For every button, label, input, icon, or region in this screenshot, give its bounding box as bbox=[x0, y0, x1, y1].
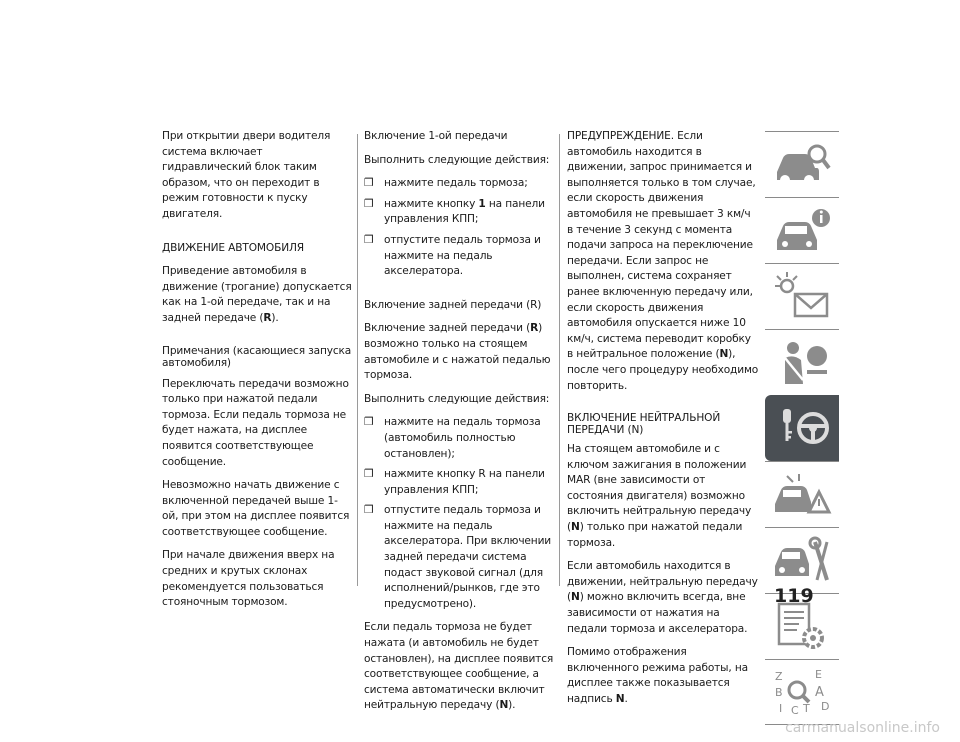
index-letter: T bbox=[803, 702, 810, 715]
tab-vehicle-info[interactable] bbox=[765, 197, 839, 263]
column-1 bbox=[162, 129, 354, 619]
paragraph-brake-not-pressed: Если педаль тормоза не будет нажата (и автомобиль не будет остановлен), на дисплее появится соответствующее сообщение, а система автоматически включит нейтральную передачу (N). bbox=[364, 621, 554, 712]
warning-light-message-icon bbox=[771, 270, 833, 324]
paragraph-neutral-moving: Если автомобиль находится в движении, нейтральную передачу (N) можно включить всегда, вне зависимости от нажатия на педали тормоза и акселератора. bbox=[567, 560, 758, 635]
checkbox-bullet-icon: ❒ bbox=[364, 504, 374, 517]
paragraph-steps-intro: Выполнить следующие действия: bbox=[364, 153, 550, 166]
index-letter: D bbox=[821, 700, 830, 713]
list-item: ❒ нажмите кнопку 1 на панели управления КПП; bbox=[364, 197, 545, 226]
tab-alphabetical-index[interactable] bbox=[765, 659, 839, 725]
chapter-tabs bbox=[765, 131, 839, 725]
tab-maintenance[interactable] bbox=[765, 527, 839, 593]
paragraph-steps-intro-2: Выполнить следующие действия: bbox=[364, 392, 550, 405]
paragraph-warning: ПРЕДУПРЕЖДЕНИЕ. Если автомобиль находится в движении, запрос принимается и выполняется только в том случае, если скорость движения автомобиля не превышает 3 км/ч в течение 3 секунд с момента подачи запроса на переключение передачи. Если запрос не выполнен, система сохраняет ранее включенную передачу или, если скорость движения автомобиля опускается ниже 10 км/ч, система переводит коробку в нейтральное положение (N), после чего процедуру необходимо повторить. bbox=[567, 130, 759, 392]
watermark: carmanualsonline.info bbox=[785, 720, 940, 736]
alphabetical-index-icon bbox=[771, 666, 833, 720]
paragraph-brake-required: Переключать передачи возможно только при нажатой педали тормоза. Если педаль тормоза не будет нажата, на дисплее появится соответствующее сообщение. bbox=[162, 377, 349, 468]
column-divider-2 bbox=[559, 134, 560, 586]
index-letter: I bbox=[779, 702, 783, 715]
tab-emergency[interactable] bbox=[765, 461, 839, 527]
index-letter: C bbox=[791, 704, 799, 717]
car-breakdown-triangle-icon bbox=[771, 468, 833, 522]
checkbox-bullet-icon: ❒ bbox=[364, 233, 374, 246]
index-letter: E bbox=[815, 668, 822, 681]
list-item: ❒ нажмите кнопку R на панели управления КПП; bbox=[364, 468, 545, 496]
seatbelt-airbag-icon bbox=[771, 336, 833, 390]
column-3 bbox=[567, 129, 759, 716]
column-divider-1 bbox=[357, 134, 358, 586]
index-letter: B bbox=[775, 686, 783, 699]
paragraph-neutral-standing: На стоящем автомобиле и с ключом зажигания в положении MAR (вне зависимости от состояния двигателя) возможно включить нейтральную передачу (N) только при нажатой педали тормоза. bbox=[567, 443, 752, 549]
checkbox-bullet-icon: ❒ bbox=[364, 177, 374, 190]
checkbox-bullet-icon: ❒ bbox=[364, 468, 374, 481]
index-letter: A bbox=[815, 685, 824, 700]
paragraph-display-n: Помимо отображения включенного режима работы, на дисплее также показывается надпись N. bbox=[567, 646, 748, 705]
checkbox-bullet-icon: ❒ bbox=[364, 416, 374, 429]
paragraph-reverse-condition: Включение задней передачи (R) возможно только на стоящем автомобиле и с нажатой педалью тормоза. bbox=[364, 322, 551, 382]
heading-vehicle-movement: ДВИЖЕНИЕ АВТОМОБИЛЯ bbox=[162, 241, 304, 254]
tab-vehicle-overview[interactable] bbox=[765, 131, 839, 197]
tab-warning-lights[interactable] bbox=[765, 263, 839, 329]
steps-list-reverse bbox=[364, 415, 554, 612]
list-item: ❒ отпустите педаль тормоза и нажмите на педаль акселератора. При включении задней передачи система подаст звуковой сигнал (для исполнений/рынков, где это предусмотрено). bbox=[364, 504, 552, 610]
checkbox-bullet-icon: ❒ bbox=[364, 197, 374, 210]
list-item: ❒ нажмите педаль тормоза; bbox=[364, 176, 554, 192]
key-steering-wheel-icon bbox=[771, 401, 833, 455]
list-item: ❒ нажмите на педаль тормоза (автомобиль полностью остановлен); bbox=[364, 416, 541, 460]
tab-safety[interactable] bbox=[765, 329, 839, 395]
document-gear-icon bbox=[771, 600, 833, 654]
list-item: ❒ отпустите педаль тормоза и нажмите на педаль акселератора. bbox=[364, 233, 541, 278]
heading-notes: Примечания (касающиеся запуска автомобиля) bbox=[162, 344, 352, 369]
paragraph-higher-gear: Невозможно начать движение с включенной передачей выше 1-ой, при этом на дисплее появится соответствующее сообщение. bbox=[162, 479, 350, 538]
heading-reverse-gear: Включение задней передачи (R) bbox=[364, 298, 542, 311]
steps-list-first-gear bbox=[364, 176, 554, 280]
car-search-icon bbox=[771, 138, 833, 192]
car-tools-icon bbox=[771, 534, 833, 588]
paragraph-start-moving: Приведение автомобиля в движение (трогание) допускается как на 1-ой передаче, так и на задней передаче (R). bbox=[162, 265, 352, 324]
index-letter: Z bbox=[775, 670, 783, 683]
car-info-icon bbox=[771, 204, 833, 258]
heading-neutral: ВКЛЮЧЕНИЕ НЕЙТРАЛЬНОЙ ПЕРЕДАЧИ (N) bbox=[567, 412, 721, 437]
page-number: 119 bbox=[774, 585, 814, 607]
paragraph-door-open: При открытии двери водителя система включает гидравлический блок таким образом, что он переходит в режим готовности к пуску двигателя. bbox=[162, 130, 331, 220]
paragraph-uphill-start: При начале движения вверх на средних и крутых склонах рекомендуется пользоваться стояночным тормозом. bbox=[162, 549, 335, 609]
heading-first-gear: Включение 1-ой передачи bbox=[364, 130, 508, 142]
tab-starting-driving[interactable] bbox=[765, 395, 839, 461]
column-2 bbox=[364, 129, 554, 722]
